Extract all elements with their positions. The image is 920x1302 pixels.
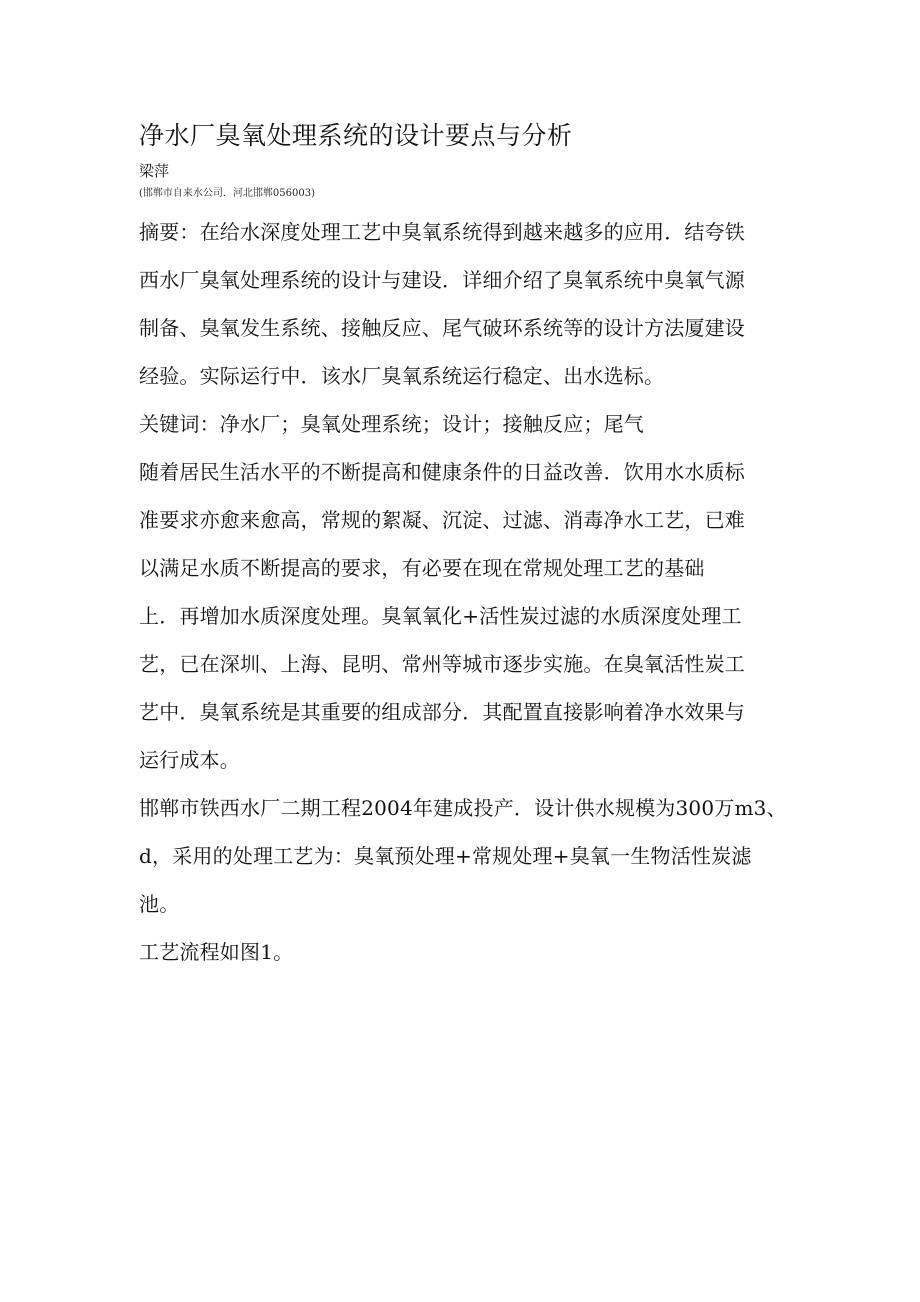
plant-paragraph — [139, 784, 789, 928]
author-affiliation: (邯郸市自来水公司．河北邯郸056003) — [139, 188, 315, 199]
keywords-paragraph — [139, 400, 789, 448]
intro-line: 艺，已在深圳、上海、昆明、常州等城市逐步实施。在臭氧活性炭工 — [139, 652, 745, 676]
flow-paragraph — [139, 928, 789, 976]
author-name: 梁萍 — [139, 162, 170, 180]
intro-line: 运行成本。 — [139, 748, 240, 772]
intro-line: 以满足水质不断提高的要求，有必要在现在常规处理工艺的基础 — [139, 556, 705, 580]
intro-line: 随着居民生活水平的不断提高和健康条件的日益改善．饮用水水质标 — [139, 460, 745, 484]
paper-title: 净水厂臭氧处理系统的设计要点与分析 — [139, 121, 573, 150]
plant-line: d，采用的处理工艺为：臭氧预处理+常规处理+臭氧一生物活性炭滤 — [139, 844, 752, 868]
plant-line: 池。 — [139, 892, 180, 916]
plant-line: 邯郸市铁西水厂二期工程2004年建成投产．设计供水规模为300万m3、 — [139, 796, 787, 820]
intro-line: 上．再增加水质深度处理。臭氧氧化+活性炭过滤的水质深度处理工 — [139, 604, 742, 628]
abstract-line: 制备、臭氧发生系统、接触反应、尾气破环系统等的设计方法厦建设 — [139, 316, 745, 340]
abstract-line: 经验。实际运行中．该水厂臭氧系统运行稳定、出水选标。 — [139, 364, 665, 388]
flow-line: 工艺流程如图1。 — [139, 940, 294, 964]
intro-paragraph — [139, 448, 789, 784]
keywords-line: 关键词：净水厂；臭氧处理系统；设计；接触反应；尾气 — [139, 412, 644, 436]
intro-line: 准要求亦愈来愈高，常规的絮凝、沉淀、过滤、消毒净水工艺，已难 — [139, 508, 745, 532]
intro-line: 艺中．臭氧系统是其重要的组成部分．其配置直接影响着净水效果与 — [139, 700, 745, 724]
abstract-line: 西水厂臭氧处理系统的设计与建设．详细介绍了臭氧系统中臭氧气源 — [139, 268, 745, 292]
abstract-paragraph — [139, 208, 789, 400]
abstract-line: 摘要：在给水深度处理工艺中臭氧系统得到越来越多的应用．结夸铁 — [139, 220, 745, 244]
